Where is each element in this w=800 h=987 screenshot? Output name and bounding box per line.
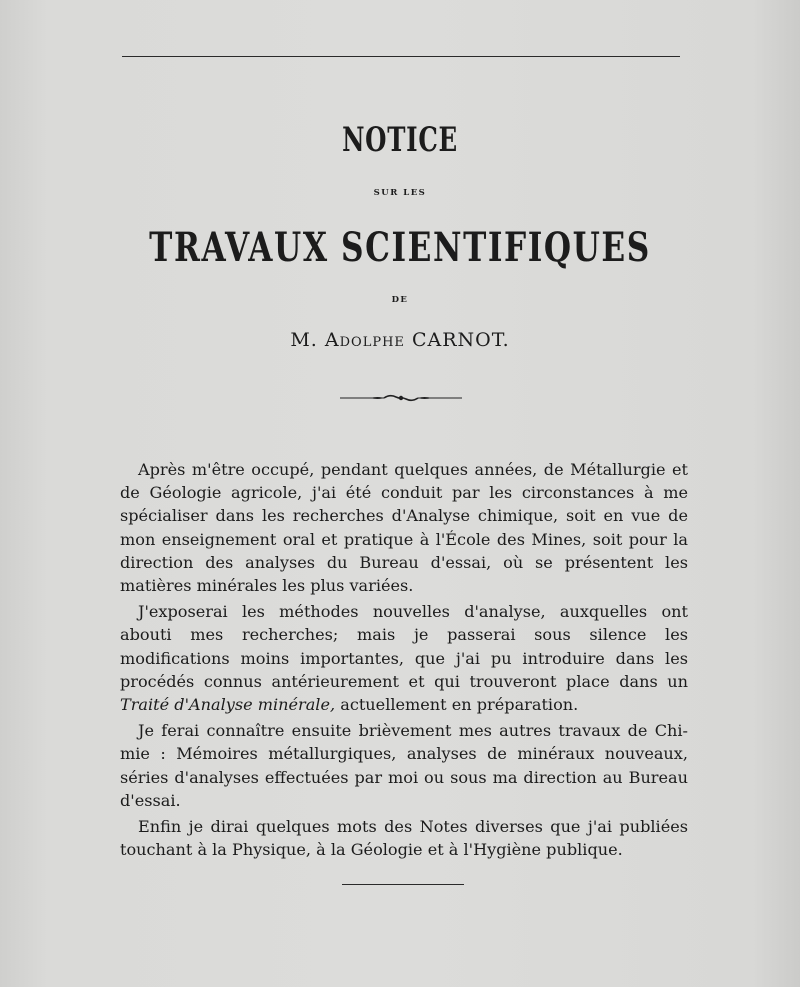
paragraph-2-text-a: J'exposerai les méthodes nouvelles d'analyse, auxquelles ont abouti mes recherches; mais je passerai sous silence les modifications moins importantes, que j'ai pu introduire dans les procédés connus antérieurement et qui trouveront place dans un: [120, 602, 688, 691]
sur-les-label: SUR LES: [373, 188, 427, 198]
author-line: [0, 326, 800, 354]
paragraph-1: Après m'être occupé, pendant quelques années, de Métallurgie et de Géologie agricole, j'ai été conduit par les circonstances à me spécialiser dans les recherches d'Analyse chimique, soit en vue de mon enseignement oral et pratique à l'École des Mines, soit pour la direction des analyses du Bureau d'essai, où se présentent les matières minérales les plus variées.: [120, 460, 688, 596]
author-first-name: Adolphe: [324, 329, 405, 351]
de-label: DE: [391, 295, 409, 305]
paragraph-4: Enfin je dirai quelques mots des Notes diverses que j'ai publiées touchant à la Physique, à la Géologie et à l'Hygiène publique.: [120, 817, 688, 860]
paragraph-2: [120, 600, 688, 716]
author-prefix: M.: [290, 329, 325, 351]
ornament-divider-icon: [340, 390, 462, 406]
bottom-rule: [342, 884, 464, 885]
paragraph-3: Je ferai connaître ensuite brièvement mes autres travaux de Chimie : Mémoires métallurgiques, analyses de minéraux nouveaux, séries d'analyses effectuées par moi ou sous ma direction au Bureau d'essai.: [120, 721, 688, 810]
notice-title: NOTICE: [342, 120, 458, 160]
main-title: TRAVAUX SCIENTIFIQUES: [149, 224, 651, 271]
top-rule: [122, 56, 680, 57]
paragraph-2-text-b: actuellement en préparation.: [335, 695, 579, 715]
paragraph-2-italic: Traité d'Analyse minérale,: [120, 695, 336, 715]
author-last-name: CARNOT.: [404, 329, 510, 351]
body-text: [120, 458, 688, 864]
